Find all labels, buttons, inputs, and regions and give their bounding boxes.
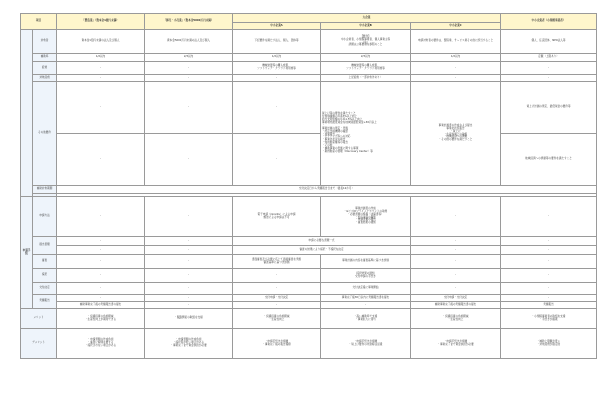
cell: - [501, 246, 597, 255]
cell: ・申請手続きが煩雑 ・事業完了後の報告義務 [233, 329, 321, 359]
cell: 資本金1億円未満の法人及び個人 [57, 30, 145, 54]
cell: 資本金5000万円未満の法人及び個人 [145, 30, 233, 54]
row-label: 対象者 [33, 30, 57, 54]
cell: - [233, 75, 321, 82]
cell: ・設備投資の負担軽減 ・生産性向上が期待できる [57, 309, 145, 329]
row-merit [21, 309, 597, 329]
row-kijun [21, 186, 597, 194]
cell: - [501, 255, 597, 269]
cell: 交付申請・交付決定 [233, 295, 321, 302]
section-left-blank [21, 30, 33, 197]
cell: 1/2以内 [233, 54, 321, 62]
cell: - [411, 237, 501, 246]
cell: 2/3以内 [145, 54, 233, 62]
cell: - [411, 255, 501, 269]
cell: - [145, 62, 233, 75]
cell: - [57, 197, 145, 237]
cell: - [57, 62, 145, 75]
row-ryo [21, 75, 597, 82]
row-label: 審査 [33, 255, 57, 269]
cell: - [411, 62, 501, 75]
header-sub-1: 中小企業A [233, 23, 321, 30]
cell: - [501, 237, 597, 246]
row-label: その他要件 [33, 82, 57, 186]
cell: ・補助上限額が低い ・対象経費が限定的 [501, 329, 597, 359]
shorui-note-2: 審査の結果により採択・不採択を決定 [233, 246, 411, 255]
cell: 書面審査及び必要に応じて面接審査を実施 審査基準に基づき評価 [233, 255, 321, 269]
cell: - [321, 302, 411, 309]
sonota-detail: 賃上げ等の要件を満たすこと 付加価値額の年率3%以上向上 給与支給総額の年率1.5%以上向上 事業場内最低賃金を地域別最低賃金+30円以上 ・ 事業計画の策定・実施 ・認定支援機関の確認 ・成果報告 ・ヒアリング等への対応 ・事業化状況の報告 ・知的財産権等の報告 ・その他 ・補助事業の実施に関する事項 ・取得財産の管理（Discovery Center）等 [321, 82, 411, 186]
cell: - [411, 283, 501, 295]
row-kei [21, 62, 597, 75]
cell: - [57, 283, 145, 295]
cell: 事業計画書の作成 ・GビズIDプライムアカウントの取得 ・必要書類の準備（決算書等） ・加点項目の確認 ・申請書類の提出 ・審査結果の通知 [321, 197, 411, 237]
row-label: 補助率 [33, 54, 57, 62]
cell: - [145, 269, 233, 283]
row-sonota-b [21, 134, 597, 186]
row-hojo [21, 54, 597, 62]
cell: - [145, 197, 233, 237]
section-label: 申請手続 [21, 197, 33, 309]
cell: 実績報告 [501, 302, 597, 309]
shorui-note: 申請に必要な書類一式 [233, 237, 411, 246]
cell: 定額（上限あり） [501, 54, 597, 62]
cell: 採択結果の通知 交付申請の手続き [321, 269, 411, 283]
row-shorui-b [21, 246, 597, 255]
row-shinsa [21, 255, 597, 269]
cell: 【要件】 中小企業者、小規模事業者、個人事業主等 （注） 詳細は公募要領を参照のこと [321, 30, 411, 54]
cell: 事業完了後30日以内に実績報告書を提出 [321, 295, 411, 302]
row-kofu [21, 283, 597, 295]
cell: 機械装置等の購入費用、 ソフトウェア・クラウド利用費等 [233, 62, 321, 75]
cell: ・高い補助率で支援 ・事業拡大に寄与 [321, 309, 411, 329]
cell: - [145, 82, 233, 134]
header-col2: 「卸売・小売業」（資本金5000万円未満） [145, 14, 233, 30]
cell: - [411, 75, 501, 82]
cell: 2/3以内 [321, 54, 411, 62]
cell: - [145, 237, 233, 246]
row-kofu-b [21, 295, 597, 302]
cell: - [145, 283, 233, 295]
cell: 下記要件を満たす法人、個人、団体等 [233, 30, 321, 54]
cell: - [57, 246, 145, 255]
cell: ・小規模事業者の取組を支援 ・手続きが簡素 [501, 309, 597, 329]
cell: - [501, 197, 597, 237]
cell: - [57, 75, 145, 82]
sonota-col5: 事業計画書の作成および提出 事業化状況報告 ・賃上げ ・生産性向上の取組 ・地域経済への貢献 ・その他の要件を満たすこと [411, 82, 501, 186]
cell: - [145, 134, 233, 186]
cell: ・申請書類の作成負担 ・審査に時間を要する ・採択されない場合がある [57, 329, 145, 359]
cell: - [57, 295, 145, 302]
row-jisseki [21, 302, 597, 309]
row-shinsei [21, 197, 597, 237]
row-sonota-a [21, 82, 597, 134]
cell: 事業計画の内容を審査基準に基づき評価 [321, 255, 411, 269]
row-label: デメリット [21, 329, 57, 359]
cell: - [501, 295, 597, 302]
cell: 電子申請（jGrants）による申請 郵送による申請は不可 [233, 197, 321, 237]
header-group-a: 大企業 [233, 14, 501, 23]
cell: - [57, 82, 145, 134]
cell: ・販路開拓の取組を支援 [145, 309, 233, 329]
row-label: 対象経費 [33, 75, 57, 82]
cell: 交付申請・交付決定 [411, 295, 501, 302]
row-label: 補助対象期間 [33, 186, 57, 194]
header-col6: 中小企業者（小規模事業者） [501, 14, 597, 30]
cell: 機械装置等の購入費用、 ソフトウェア・クラウド利用費等 [321, 62, 411, 75]
cell: - [233, 134, 321, 186]
cell: - [233, 269, 321, 283]
comparison-table [20, 13, 597, 359]
header-sub-2: 中小企業B [321, 23, 411, 30]
row-demerit [21, 329, 597, 359]
cell: ・申請手続きが煩雑 ・賃上げ要件の未達時は返還 [321, 329, 411, 359]
cell: - [57, 269, 145, 283]
cell: ・設備投資の負担軽減 ・生産性向上 [233, 309, 321, 329]
cell: 賃上げ計画の策定、最低賃金の要件等 [501, 82, 597, 134]
cell: 上記経費（一部対象外あり） [321, 75, 411, 82]
cell: 申請対象者の要件は、製造業、サービス業その他に該当すること [411, 30, 501, 54]
cell: - [501, 62, 597, 75]
cell: 地域経済への貢献等の要件を満たすこと [501, 134, 597, 186]
cell: - [501, 283, 597, 295]
cell: 交付決定後に事業開始 [321, 283, 411, 295]
cell: - [145, 75, 233, 82]
cell: - [57, 134, 145, 186]
cell: - [501, 75, 597, 82]
cell: 個人、任意団体、NPO法人等 [501, 30, 597, 54]
cell: ・申請手続きが煩雑 ・事業完了まで資金負担が必要 [411, 329, 501, 359]
header-row [21, 14, 597, 23]
header-col1: 「製造業」（資本金1億円未満） [57, 14, 145, 30]
cell: - [233, 283, 321, 295]
kijun-note: 交付決定日から実績報告日まで（最長12か月） [57, 186, 597, 194]
row-taisho [21, 30, 597, 54]
cell: 1/2以内 [411, 54, 501, 62]
cell: - [233, 82, 321, 134]
row-label: 申請方法 [33, 197, 57, 237]
cell: - [145, 295, 233, 302]
cell: - [233, 302, 321, 309]
cell: 補助事業完了後の実績報告書の提出 [411, 302, 501, 309]
cell: - [57, 255, 145, 269]
cell: 1/2以内 [57, 54, 145, 62]
row-label: 交付決定 [33, 283, 57, 295]
cell: - [501, 269, 597, 283]
row-label: 採択 [33, 269, 57, 283]
row-saitaku [21, 269, 597, 283]
cell: - [145, 302, 233, 309]
cell: - [145, 255, 233, 269]
header-category: 項目 [21, 14, 57, 30]
row-label: 実績報告 [33, 295, 57, 309]
cell: - [57, 237, 145, 246]
header-sub-3: 中小企業C [411, 23, 501, 30]
row-label: メリット [21, 309, 57, 329]
cell: ・申請書類の作成負担 ・採択率が低い場合がある ・事業完了まで資金負担が必要 [145, 329, 233, 359]
cell: - [145, 246, 233, 255]
cell: 補助事業完了後の実績報告書の提出 [57, 302, 145, 309]
row-label: 経費 [33, 62, 57, 75]
row-label: 提出書類 [33, 237, 57, 255]
cell: - [411, 269, 501, 283]
cell: - [411, 197, 501, 237]
cell: - [411, 246, 501, 255]
cell: ・設備投資の負担軽減 ・生産性向上 [411, 309, 501, 329]
row-shorui [21, 237, 597, 246]
